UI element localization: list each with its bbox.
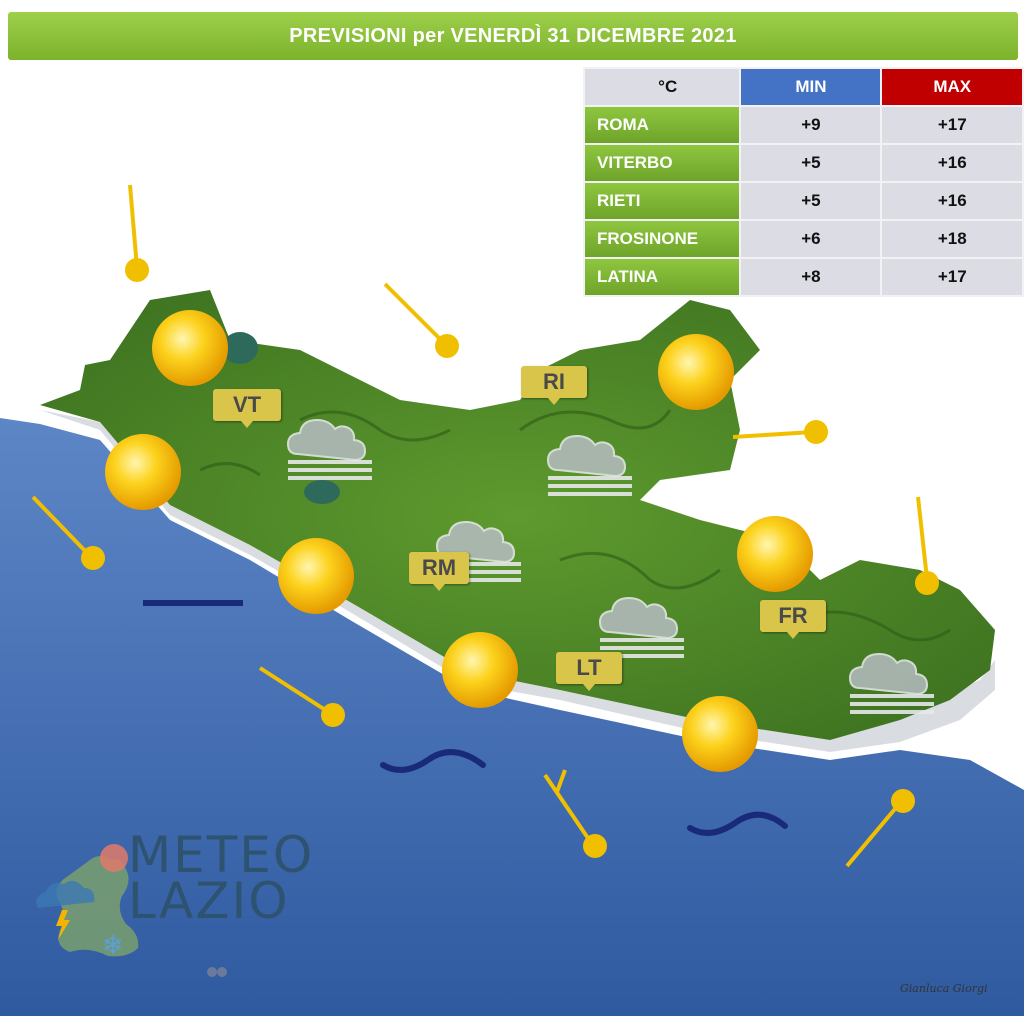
logo-line-lazio: LAZIO (128, 872, 290, 930)
sun-icon (442, 632, 518, 708)
wind-flag-icon (385, 284, 459, 358)
wind-flag-icon (915, 497, 939, 595)
sun-icon (152, 310, 228, 386)
city-name: FROSINONE (585, 221, 739, 257)
table-row (585, 259, 1022, 295)
table-row (585, 145, 1022, 181)
table-row (585, 107, 1022, 143)
sun-icon (658, 334, 734, 410)
max-value: +18 (882, 221, 1022, 257)
city-name: RIETI (585, 183, 739, 219)
wind-flag-icon (125, 185, 149, 282)
sun-icon (682, 696, 758, 772)
logo-line-meteo: METEO (128, 826, 315, 884)
province-label-lt: LT (556, 652, 622, 684)
min-value: +9 (741, 107, 880, 143)
city-name: ROMA (585, 107, 739, 143)
max-value: +16 (882, 183, 1022, 219)
sun-icon (737, 516, 813, 592)
logo-text (128, 826, 315, 930)
province-label-fr: FR (760, 600, 826, 632)
wind-flag-icon (733, 420, 828, 444)
max-value: +16 (882, 145, 1022, 181)
temperature-table (583, 67, 1024, 297)
table-row (585, 221, 1022, 257)
province-label-ri: RI (521, 366, 587, 398)
max-value: +17 (882, 107, 1022, 143)
table-row (585, 183, 1022, 219)
author-signature: Gianluca Giorgi (900, 982, 988, 995)
city-name: LATINA (585, 259, 739, 295)
max-header: MAX (882, 69, 1022, 105)
province-label-rm: RM (409, 552, 469, 584)
sun-icon (105, 434, 181, 510)
unit-header: °C (585, 69, 739, 105)
min-value: +5 (741, 183, 880, 219)
svg-text:❄: ❄ (102, 931, 124, 961)
lake-vico (304, 480, 340, 504)
min-header: MIN (741, 69, 880, 105)
province-label-vt: VT (213, 389, 281, 421)
max-value: +17 (882, 259, 1022, 295)
min-value: +6 (741, 221, 880, 257)
forecast-title: PREVISIONI per VENERDÌ 31 DICEMBRE 2021 (8, 12, 1018, 60)
sun-icon (278, 538, 354, 614)
city-name: VITERBO (585, 145, 739, 181)
min-value: +8 (741, 259, 880, 295)
min-value: +5 (741, 145, 880, 181)
